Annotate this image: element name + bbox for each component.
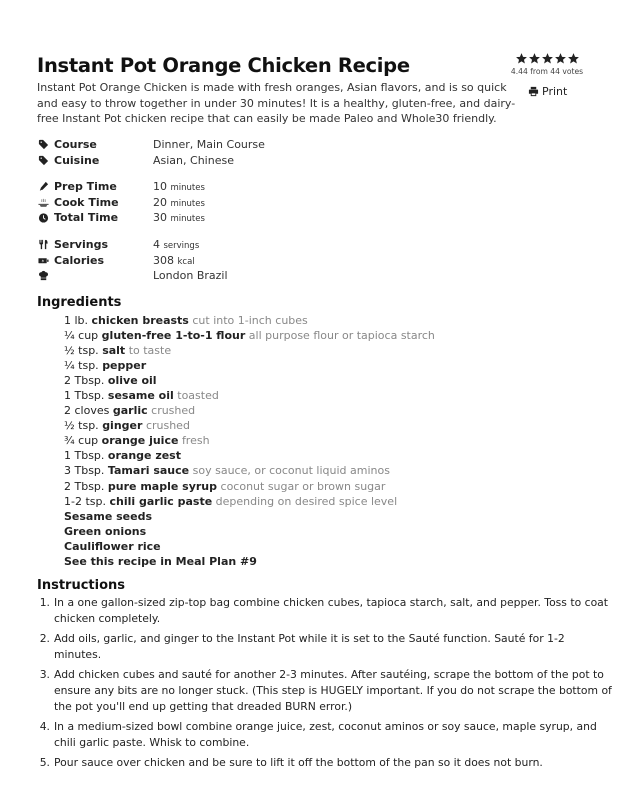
instruction-step [38, 595, 613, 626]
ingredient-item [64, 313, 435, 328]
ingredient-name: chili garlic paste [109, 494, 213, 508]
step-text: In a one gallon-sized zip-top bag combine chicken cubes, tapioca starch, salt, and pepper. Toss to coat chicken completely. [54, 596, 609, 625]
ingredient-notes: soy sauce, or coconut liquid aminos [192, 464, 390, 478]
ingredients-heading: Ingredients [37, 295, 122, 310]
recipe-rating [506, 52, 588, 76]
ingredient-item [64, 539, 435, 554]
step-number: 1. [39, 596, 50, 609]
ingredient-item [64, 479, 435, 494]
ingredient-item [64, 343, 435, 358]
ingredient-amount: 1 Tbsp. [64, 389, 105, 403]
print-label: Print [542, 85, 568, 98]
ingredient-item [64, 328, 435, 343]
pencil-icon [37, 181, 49, 193]
chef-hat-icon [37, 270, 49, 282]
star-rating[interactable] [506, 52, 588, 66]
step-text: Add oils, garlic, and ginger to the Instant Pot while it is set to the Sauté function. Sauté for 1-2 minutes. [54, 632, 565, 661]
instruction-step [38, 667, 613, 714]
meta-times [37, 179, 205, 226]
meta-calories [37, 253, 228, 269]
step-number: 5. [39, 756, 50, 770]
calories-value [153, 254, 195, 267]
step-text: Pour sauce over chicken and be sure to lift it off the bottom of the pan so it does not burn. [54, 756, 543, 770]
ingredient-name: pure maple syrup [107, 479, 218, 493]
prep-time-value [153, 180, 205, 193]
star-icon[interactable] [528, 52, 541, 65]
ingredient-name: Sesame seeds [64, 509, 152, 523]
servings-value[interactable] [153, 238, 199, 251]
total-time-label: Total Time [54, 211, 119, 225]
cuisine-label: Cuisine [54, 153, 100, 167]
ingredient-notes: coconut sugar or brown sugar [220, 479, 386, 493]
step-text: Add chicken cubes and sauté for another 2-3 minutes. After sautéing, scrape the bottom of the pot to ensure any bits are no longer stuck. (This step is HUGELY important. If you do not scrape the bottom of the pot you'll end up getting that dreaded BURN error.) [54, 668, 612, 713]
servings-number[interactable]: 4 [153, 238, 160, 252]
ingredient-item [64, 494, 435, 509]
clock-icon [37, 212, 49, 224]
meta-tags [37, 137, 265, 168]
step-text: In a medium-sized bowl combine orange juice, zest, coconut aminos or soy sauce, maple syrup, and chili garlic paste. Whisk to combine. [54, 720, 597, 749]
ingredient-amount: ¾ cup [64, 434, 99, 448]
author-value: London Brazil [153, 269, 228, 283]
ingredient-notes: fresh [181, 434, 210, 448]
cook-time-value [153, 196, 205, 209]
servings-label: Servings [54, 238, 109, 252]
total-time-value [153, 211, 205, 224]
printer-icon [528, 86, 539, 97]
ingredient-item [64, 358, 435, 373]
ingredient-amount: ½ tsp. [64, 344, 99, 358]
ingredient-item [64, 418, 435, 433]
ingredient-amount: ½ tsp. [64, 419, 99, 433]
ingredient-notes: toasted [177, 389, 219, 403]
servings-unit: servings [163, 241, 200, 252]
star-icon[interactable] [567, 52, 580, 65]
ingredient-amount: 2 Tbsp. [64, 374, 105, 388]
ingredient-notes: depending on desired spice level [215, 494, 398, 508]
ingredient-name: garlic [112, 404, 148, 418]
course-label: Course [54, 138, 97, 152]
ingredient-name: olive oil [107, 374, 157, 388]
step-number: 2. [39, 632, 50, 646]
meta-servings [37, 237, 228, 284]
ingredient-item [64, 509, 435, 524]
meta-author [37, 268, 228, 284]
ingredient-item [64, 373, 435, 388]
ingredient-notes: crushed [145, 419, 190, 433]
instruction-step [38, 719, 613, 750]
meta-servings-row [37, 237, 228, 253]
prep-time-label: Prep Time [54, 180, 117, 194]
instructions-list [38, 595, 613, 776]
ingredient-item [64, 388, 435, 403]
ingredient-amount: ¼ tsp. [64, 359, 99, 373]
ingredient-amount: 3 Tbsp. [64, 464, 105, 478]
battery-icon [37, 254, 49, 266]
meta-cook-time [37, 195, 205, 211]
ingredient-item [64, 403, 435, 418]
ingredient-name: Green onions [64, 524, 147, 538]
cooking-pot-icon [37, 196, 49, 208]
ingredient-name: chicken breasts [91, 314, 189, 327]
ingredient-item [64, 448, 435, 463]
ingredient-amount: 2 cloves [64, 404, 110, 418]
ingredient-amount: 1-2 tsp. [64, 494, 106, 508]
prep-time-number: 10 [153, 180, 167, 194]
prep-time-unit: minutes [170, 183, 205, 194]
meta-course [37, 137, 265, 153]
ingredient-amount: 2 Tbsp. [64, 479, 105, 493]
ingredient-notes: cut into 1-inch cubes [192, 314, 308, 327]
cuisine-value: Asian, Chinese [153, 153, 234, 167]
instruction-step [38, 631, 613, 662]
calories-unit: kcal [177, 256, 195, 267]
tag-icon [37, 154, 49, 166]
ingredient-notes: to taste [128, 344, 172, 358]
ingredient-item [64, 433, 435, 448]
meta-prep-time [37, 179, 205, 195]
ingredient-notes: all purpose flour or tapioca starch [248, 329, 435, 343]
ingredient-name: See this recipe in Meal Plan #9 [64, 554, 257, 568]
ingredient-item [64, 524, 435, 539]
print-button[interactable] [528, 85, 567, 98]
ingredient-name: gluten-free 1-to-1 flour [101, 329, 246, 343]
ingredient-amount: 1 Tbsp. [64, 449, 105, 463]
star-icon[interactable] [554, 52, 567, 65]
ingredients-list [64, 313, 435, 569]
cook-time-label: Cook Time [54, 195, 119, 209]
ingredient-item [64, 554, 435, 569]
total-time-number: 30 [153, 211, 167, 225]
ingredient-name: pepper [102, 359, 147, 373]
recipe-summary: Instant Pot Orange Chicken is made with fresh oranges, Asian flavors, and is so quick and easy to throw together in under 30 minutes! It is a healthy, gluten-free, and dairy-free Instant Pot chicken recipe that can easily be made Paleo and Whole30 friendly. [37, 81, 516, 126]
cook-time-number: 20 [153, 195, 167, 209]
ingredient-notes: crushed [151, 404, 196, 418]
ingredient-name: ginger [102, 419, 143, 433]
ingredient-name: Tamari sauce [107, 464, 190, 478]
tag-icon [37, 139, 49, 151]
course-value: Dinner, Main Course [153, 138, 265, 152]
instruction-step [38, 755, 613, 771]
ingredient-item [64, 463, 435, 478]
ingredient-amount: ¼ cup [64, 329, 99, 343]
star-icon[interactable] [541, 52, 554, 65]
cook-time-unit: minutes [170, 198, 205, 209]
rating-votes: 4.44 from 44 votes [510, 67, 584, 76]
calories-label: Calories [54, 253, 105, 267]
step-number: 4. [39, 720, 50, 734]
step-number: 3. [39, 668, 50, 682]
meta-total-time [37, 210, 205, 226]
instructions-heading: Instructions [37, 578, 126, 593]
ingredient-name: sesame oil [107, 389, 174, 403]
ingredient-name: salt [102, 344, 126, 358]
ingredient-name: Cauliflower rice [64, 539, 161, 553]
ingredient-amount: 1 lb. [64, 314, 89, 327]
ingredient-name: orange juice [101, 434, 179, 448]
calories-number: 308 [153, 253, 174, 267]
ingredient-name: orange zest [107, 449, 181, 463]
total-time-unit: minutes [170, 214, 205, 225]
utensils-icon [37, 239, 49, 251]
meta-cuisine [37, 153, 265, 169]
recipe-title: Instant Pot Orange Chicken Recipe [37, 54, 410, 77]
star-icon[interactable] [515, 52, 528, 65]
